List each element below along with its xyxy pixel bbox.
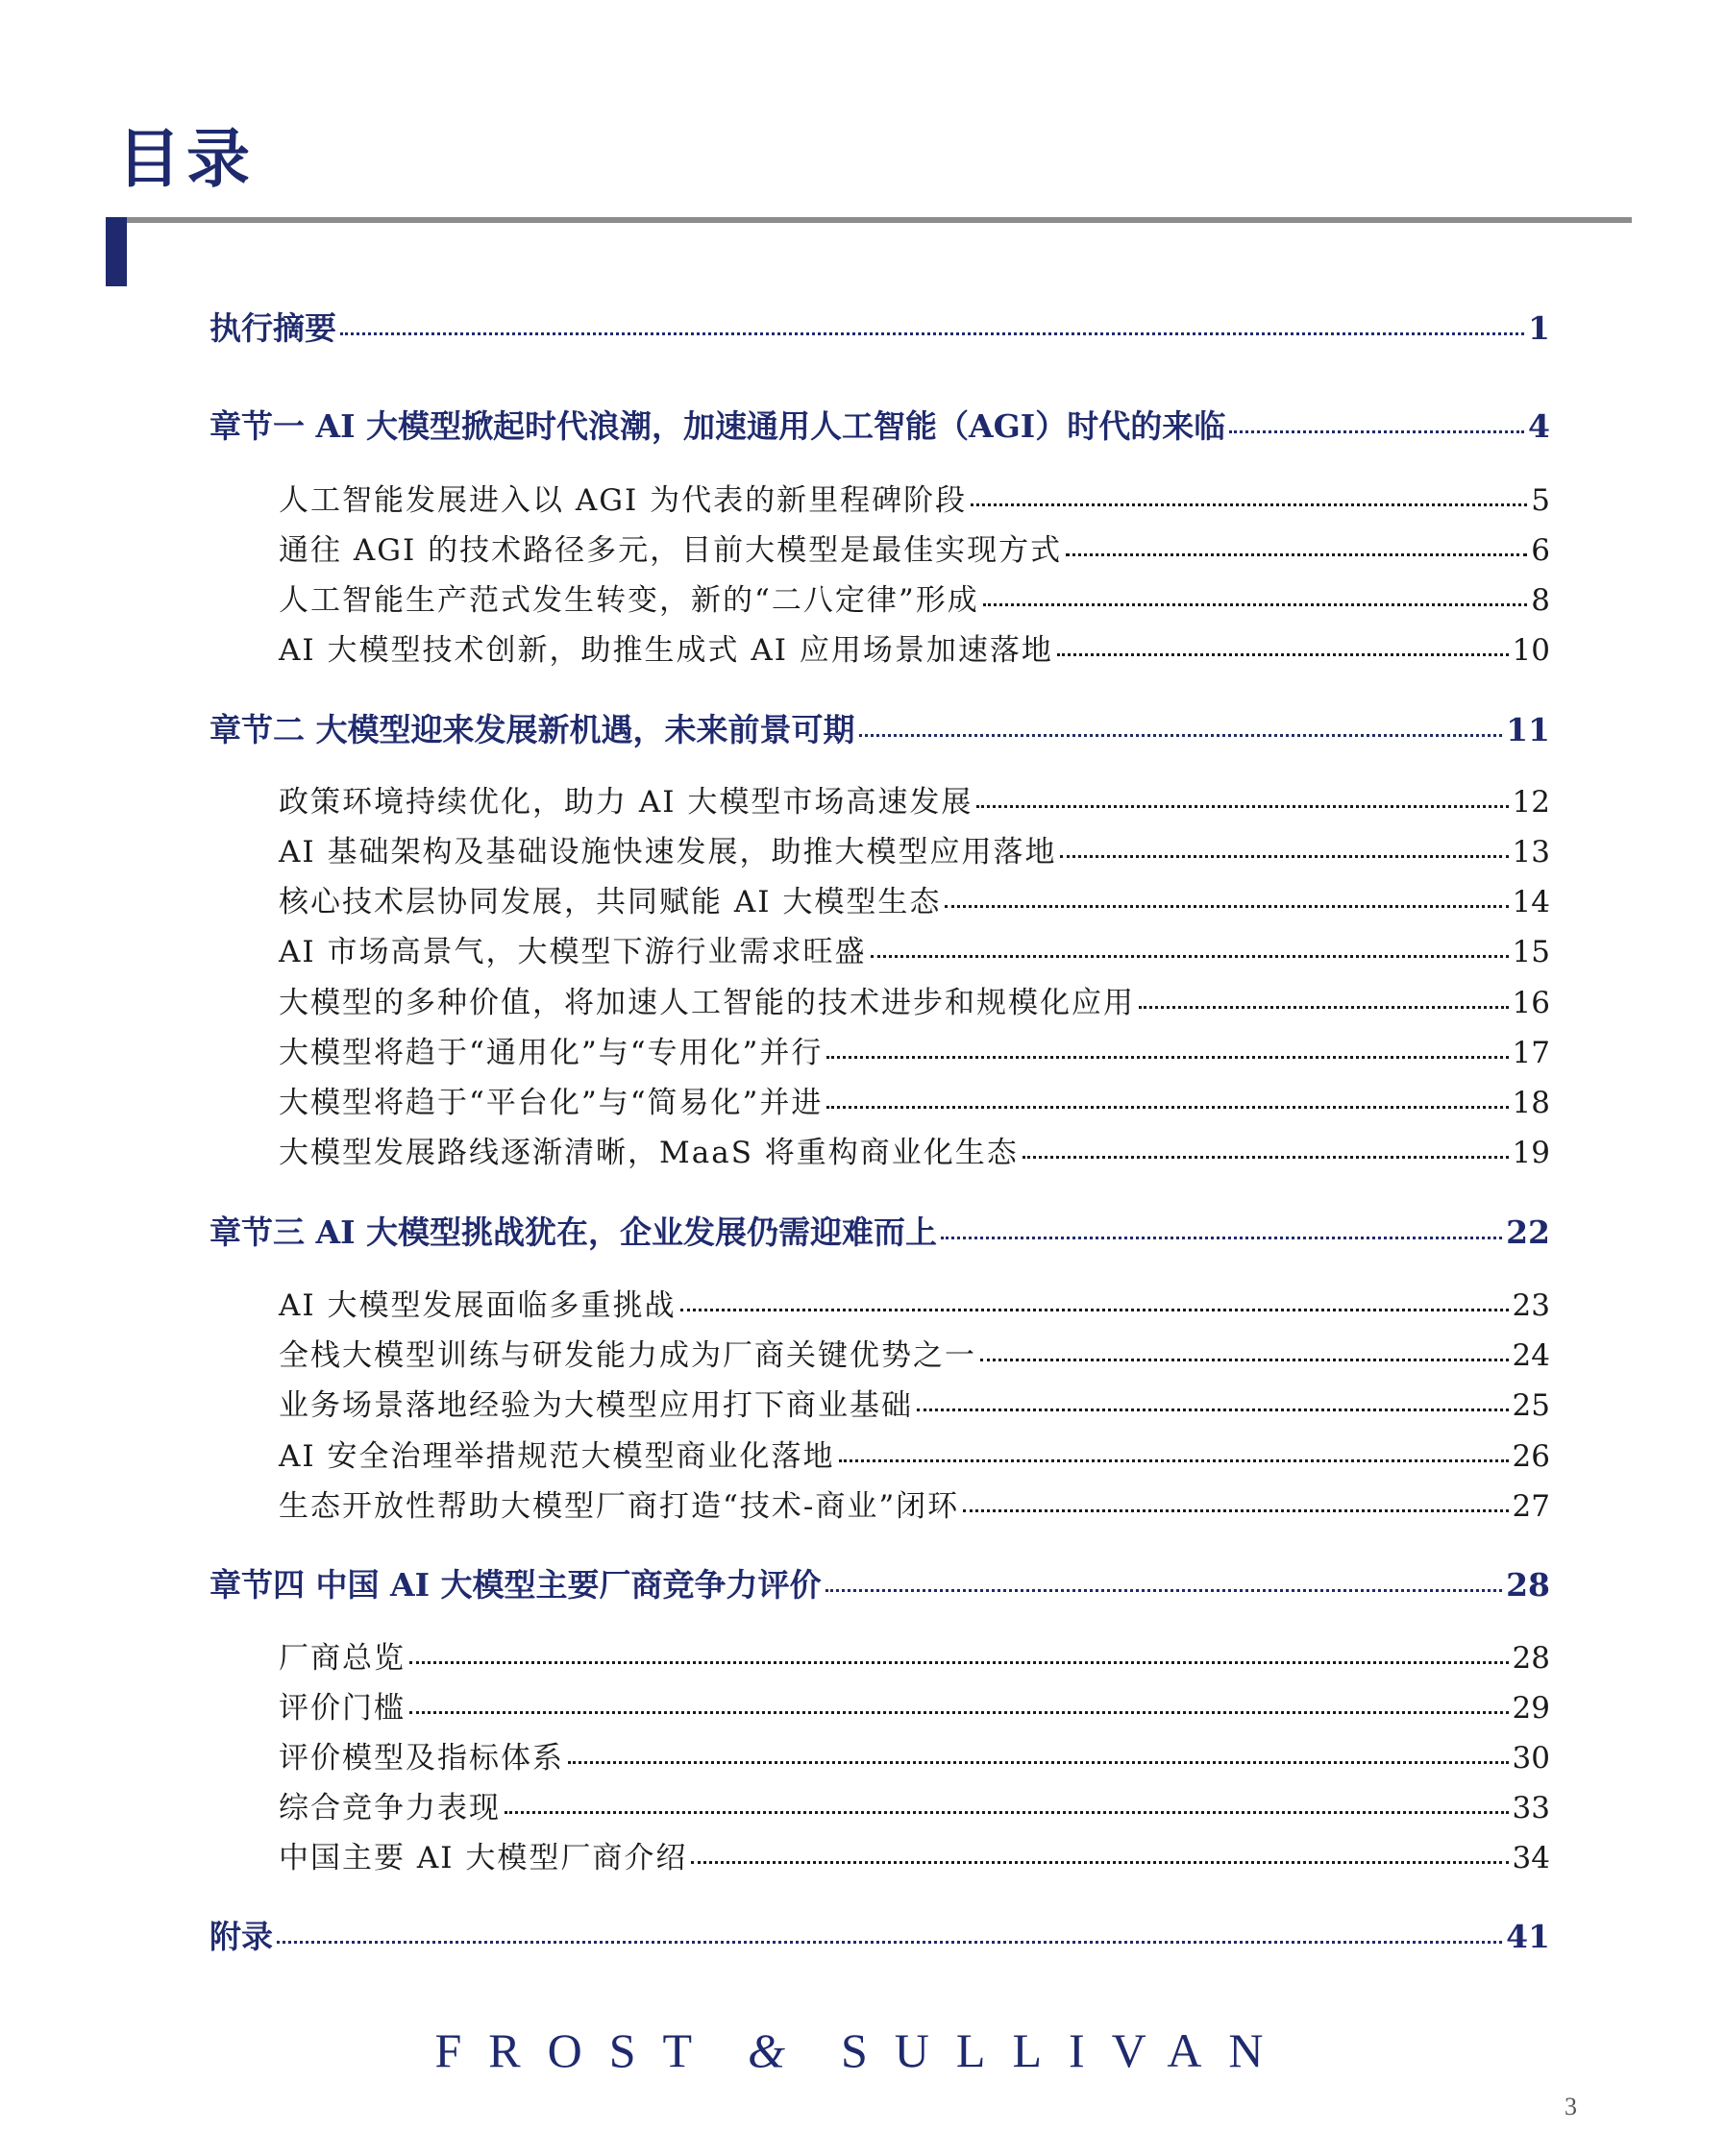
toc-dot-leader	[505, 1788, 1509, 1818]
toc-dot-leader	[409, 1638, 1509, 1668]
toc-entry-label: AI 基础架构及基础设施快速发展，助推大模型应用落地	[279, 835, 1057, 870]
toc-section-entry[interactable]	[279, 1482, 1550, 1525]
toc-section-entry[interactable]	[279, 978, 1550, 1021]
toc-dot-leader	[871, 932, 1509, 962]
toc-entry-label: 评价模型及指标体系	[279, 1741, 564, 1776]
toc-section-entry[interactable]	[279, 576, 1550, 619]
toc-dot-leader	[980, 1335, 1509, 1365]
toc-dot-leader	[945, 882, 1508, 912]
toc-entry-page-number: 29	[1512, 1691, 1550, 1726]
toc-entry-label: 章节三 AI 大模型挑战犹在，企业发展仍需迎难而上	[209, 1213, 938, 1251]
toc-entry-label: 人工智能发展进入以 AGI 为代表的新里程碑阶段	[279, 483, 968, 518]
toc-entry-page-number: 28	[1512, 1641, 1550, 1676]
toc-dot-leader	[971, 480, 1527, 510]
toc-dot-leader	[826, 1033, 1508, 1063]
toc-dot-leader	[983, 580, 1528, 610]
toc-entry-label: 章节一 AI 大模型掀起时代浪潮，加速通用人工智能（AGI）时代的来临	[209, 407, 1226, 445]
toc-dot-leader	[839, 1436, 1509, 1466]
toc-entry-page-number: 33	[1512, 1791, 1550, 1825]
toc-entry-page-number: 19	[1512, 1136, 1550, 1170]
title-accent-block	[106, 217, 127, 286]
toc-entry-label: 评价门槛	[279, 1691, 406, 1726]
toc-section-entry[interactable]	[279, 1128, 1550, 1171]
toc-dot-leader	[1057, 630, 1509, 660]
toc-entry-label: 大模型将趋于“通用化”与“专用化”并行	[279, 1036, 824, 1070]
toc-entry-label: 政策环境持续优化，助力 AI 大模型市场高速发展	[279, 785, 973, 820]
toc-dot-leader	[826, 1564, 1503, 1596]
toc-section-entry[interactable]	[279, 1733, 1550, 1776]
toc-section-entry[interactable]	[279, 877, 1550, 920]
toc-entry-page-number: 34	[1512, 1841, 1550, 1875]
toc-entry-label: 全栈大模型训练与研发能力成为厂商关键优势之一	[279, 1338, 976, 1373]
toc-section-entry[interactable]	[279, 1331, 1550, 1374]
toc-section-entry[interactable]	[279, 526, 1550, 569]
toc-entry-label: 业务场景落地经验为大模型应用打下商业基础	[279, 1388, 913, 1423]
toc-entry-label: 通往 AGI 的技术路径多元，目前大模型是最佳实现方式	[279, 533, 1063, 568]
toc-section-entry[interactable]	[279, 1783, 1550, 1826]
toc-entry-page-number: 14	[1512, 885, 1550, 919]
toc-entry-label: 执行摘要	[209, 309, 336, 347]
toc-entry-page-number: 11	[1506, 711, 1550, 748]
toc-entry-label: AI 大模型发展面临多重挑战	[279, 1288, 677, 1323]
toc-entry-page-number: 22	[1506, 1213, 1550, 1251]
toc-entry-label: 大模型将趋于“平台化”与“简易化”并进	[279, 1086, 824, 1120]
toc-entry-label: AI 市场高景气，大模型下游行业需求旺盛	[279, 935, 867, 969]
toc-section-entry[interactable]	[279, 1028, 1550, 1071]
brand-name-frost: FROST	[434, 2023, 720, 2077]
toc-dot-leader	[277, 1916, 1502, 1948]
toc-entry-page-number: 25	[1512, 1388, 1550, 1423]
toc-section-entry[interactable]	[279, 1381, 1550, 1424]
toc-entry-page-number: 16	[1512, 986, 1550, 1020]
toc-entry-label: 厂商总览	[279, 1641, 406, 1676]
toc-dot-leader	[340, 307, 1524, 339]
toc-entry-page-number: 41	[1506, 1918, 1550, 1955]
toc-dot-leader	[941, 1212, 1502, 1243]
toc-entry-page-number: 26	[1512, 1439, 1550, 1474]
toc-entry-label: 人工智能生产范式发生转变，新的“二八定律”形成	[279, 583, 979, 618]
toc-entry-page-number: 27	[1512, 1489, 1550, 1524]
toc-dot-leader	[963, 1486, 1508, 1516]
toc-section-entry[interactable]	[279, 927, 1550, 970]
toc-entry-label: 中国主要 AI 大模型厂商介绍	[279, 1841, 688, 1875]
toc-entry-label: 章节四 中国 AI 大模型主要厂商竞争力评价	[209, 1566, 822, 1604]
toc-entry-page-number: 30	[1512, 1741, 1550, 1776]
toc-chapter-entry[interactable]	[209, 304, 1550, 349]
brand-ampersand: &	[748, 2023, 812, 2077]
toc-entry-label: 大模型的多种价值，将加速人工智能的技术进步和规模化应用	[279, 986, 1135, 1020]
toc-dot-leader	[680, 1286, 1509, 1315]
title-rule	[106, 217, 1632, 223]
toc-section-entry[interactable]	[279, 1683, 1550, 1727]
toc-entry-label: AI 安全治理举措规范大模型商业化落地	[279, 1439, 835, 1474]
brand-name-sullivan: SULLIVAN	[841, 2023, 1291, 2077]
toc-dot-leader	[1229, 405, 1524, 437]
page-number: 3	[1565, 2093, 1577, 2120]
toc-entry-page-number: 13	[1512, 835, 1550, 870]
toc-section-entry[interactable]	[279, 476, 1550, 519]
toc-entry-page-number: 1	[1528, 309, 1550, 347]
toc-dot-leader	[409, 1688, 1509, 1718]
toc-entry-page-number: 15	[1512, 935, 1550, 969]
toc-chapter-entry[interactable]	[209, 1208, 1550, 1253]
toc-entry-page-number: 8	[1531, 583, 1550, 618]
toc-dot-leader	[1023, 1133, 1509, 1163]
toc-section-entry[interactable]	[279, 1833, 1550, 1876]
toc-section-entry[interactable]	[279, 625, 1550, 669]
toc-dot-leader	[1066, 530, 1527, 560]
page-title: 目录	[117, 121, 256, 196]
toc-entry-page-number: 18	[1512, 1086, 1550, 1120]
toc-entry-label: 综合竞争力表现	[279, 1791, 501, 1825]
toc-chapter-entry[interactable]	[209, 1912, 1550, 1957]
toc-entry-page-number: 28	[1506, 1566, 1550, 1604]
toc-chapter-entry[interactable]	[209, 1560, 1550, 1605]
toc-entry-label: 生态开放性帮助大模型厂商打造“技术-商业”闭环	[279, 1489, 960, 1524]
toc-section-entry[interactable]	[279, 827, 1550, 870]
toc-section-entry[interactable]	[279, 777, 1550, 821]
toc-entry-label: 核心技术层协同发展，共同赋能 AI 大模型生态	[279, 885, 942, 919]
toc-section-entry[interactable]	[279, 1078, 1550, 1121]
toc-entry-page-number: 4	[1528, 407, 1550, 445]
toc-dot-leader	[691, 1838, 1508, 1868]
toc-dot-leader	[1139, 983, 1509, 1013]
toc-section-entry[interactable]	[279, 1432, 1550, 1475]
toc-dot-leader	[917, 1385, 1509, 1415]
toc-entry-label: 附录	[209, 1918, 273, 1955]
toc-dot-leader	[568, 1738, 1509, 1768]
toc-dot-leader	[1060, 832, 1508, 862]
toc-dot-leader	[859, 709, 1503, 741]
toc-chapter-entry[interactable]	[209, 705, 1550, 750]
toc-entry-page-number: 17	[1512, 1036, 1550, 1070]
toc-section-entry[interactable]	[279, 1633, 1550, 1677]
toc-entry-label: 大模型发展路线逐渐清晰，MaaS 将重构商业化生态	[279, 1136, 1019, 1170]
toc-entry-label: 章节二 大模型迎来发展新机遇，未来前景可期	[209, 711, 855, 748]
toc-entry-label: AI 大模型技术创新，助推生成式 AI 应用场景加速落地	[279, 633, 1053, 668]
toc-entry-page-number: 23	[1512, 1288, 1550, 1323]
brand-logo	[0, 2022, 1725, 2078]
toc-dot-leader	[826, 1083, 1508, 1113]
toc-entry-page-number: 12	[1512, 785, 1550, 820]
toc-entry-page-number: 24	[1512, 1338, 1550, 1373]
toc-dot-leader	[976, 782, 1508, 812]
toc-entry-page-number: 5	[1531, 483, 1550, 518]
toc-section-entry[interactable]	[279, 1281, 1550, 1324]
toc-chapter-entry[interactable]	[209, 402, 1550, 447]
toc-entry-page-number: 10	[1512, 633, 1550, 668]
toc-entry-page-number: 6	[1531, 533, 1550, 568]
